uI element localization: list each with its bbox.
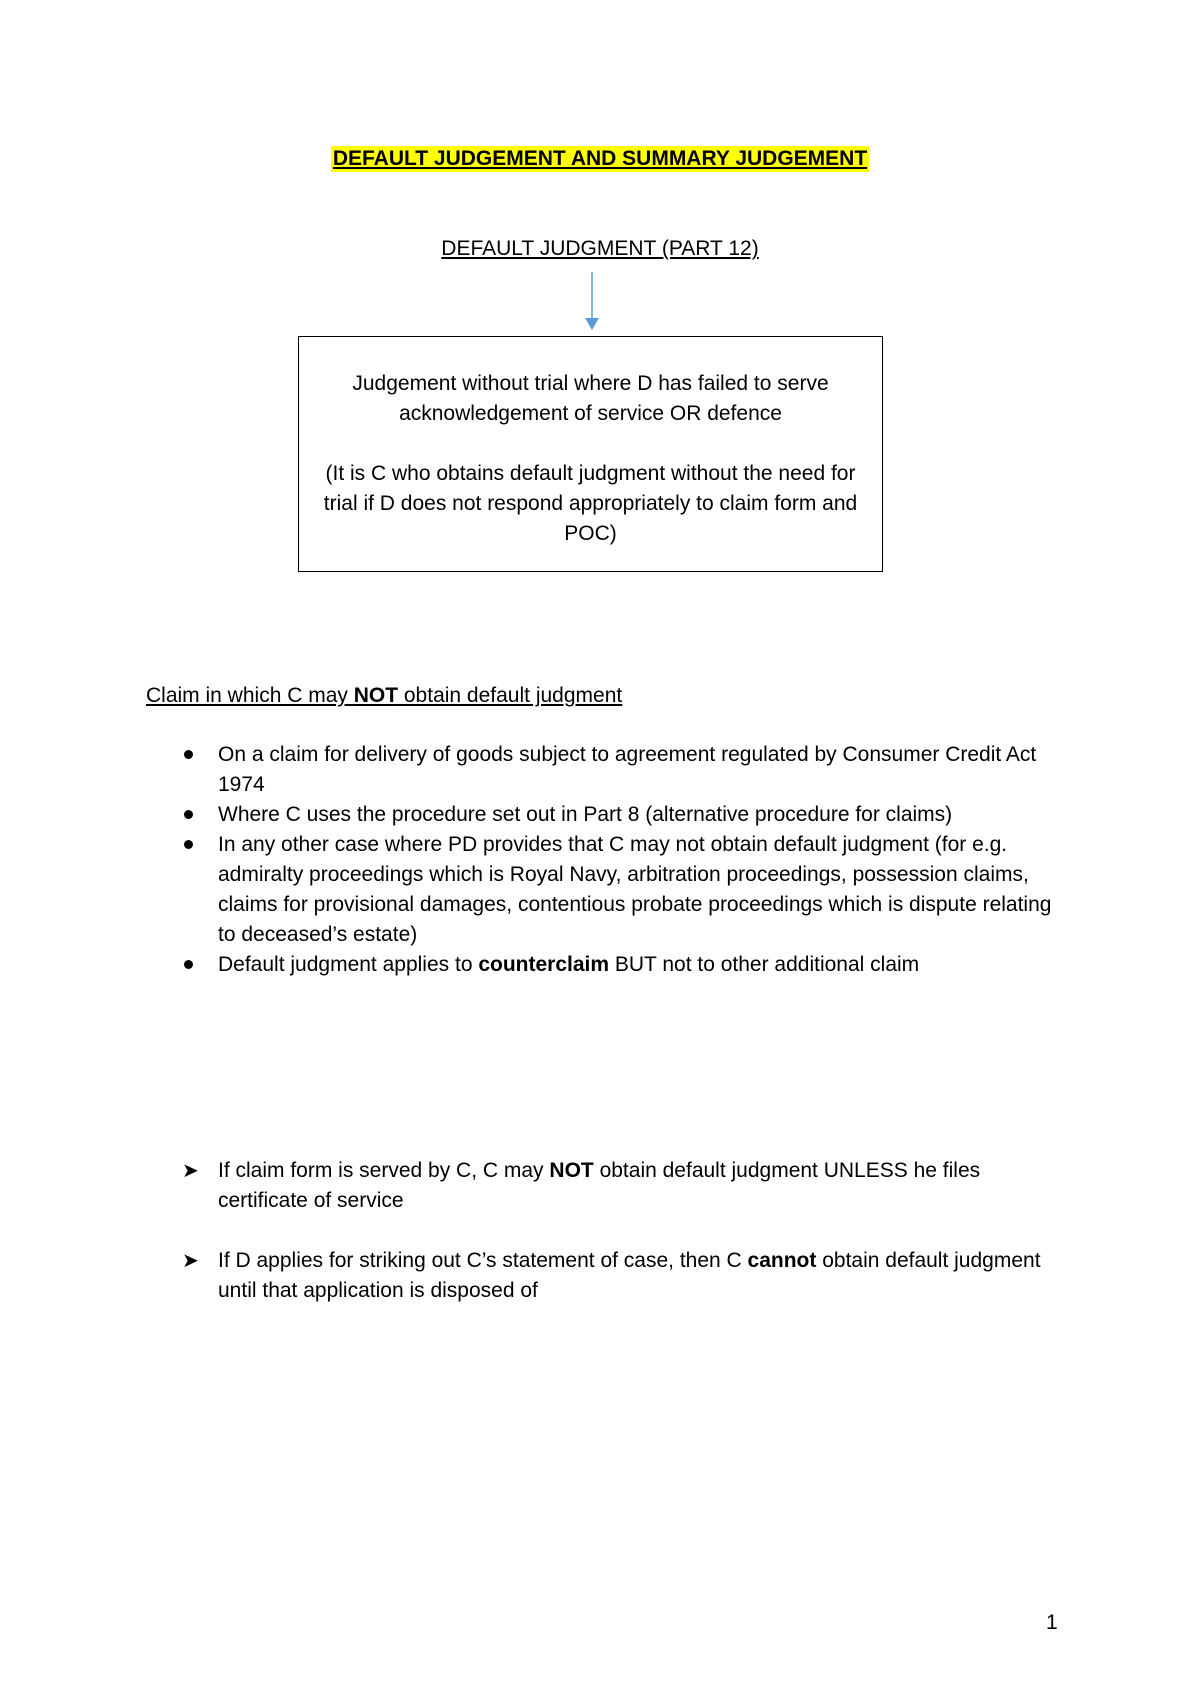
- list-item: Default judgment applies to counterclaim BUT not to other additional claim: [146, 950, 1066, 980]
- arrow-point-list: [146, 1156, 1066, 1336]
- down-arrow-icon: [584, 272, 600, 332]
- section-heading: Claim in which C may NOT obtain default judgment: [146, 684, 623, 707]
- list-item: On a claim for delivery of goods subject to agreement regulated by Consumer Credit Act 1974: [146, 740, 1066, 800]
- heading-emphasis: NOT: [353, 684, 399, 707]
- bullet-icon: [184, 750, 193, 759]
- list-item: In any other case where PD provides that C may not obtain default judgment (for e.g. admiralty proceedings which is Royal Navy, arbitration proceedings, possession claims, claims for provisional damages, contentious probate proceedings which is dispute relating to deceased’s estate): [146, 830, 1066, 950]
- definition-text: Judgement without trial where D has failed to serve acknowledgement of service OR defence: [352, 372, 829, 425]
- bullet-list: [146, 740, 1066, 980]
- bullet-icon: [184, 810, 193, 819]
- definition-box: [298, 336, 883, 572]
- section-subtitle: DEFAULT JUDGMENT (PART 12): [441, 237, 759, 260]
- definition-note: (It is C who obtains default judgment without the need for trial if D does not respond appropriately to claim form and POC): [323, 462, 858, 545]
- list-item: ➤ If D applies for striking out C’s statement of case, then C cannot obtain default judgment until that application is disposed of: [146, 1246, 1066, 1306]
- bullet-icon: [184, 840, 193, 849]
- arrowhead-bullet-icon: ➤: [182, 1250, 199, 1272]
- document-title: DEFAULT JUDGEMENT AND SUMMARY JUDGEMENT: [332, 147, 868, 170]
- arrowhead-bullet-icon: ➤: [182, 1160, 199, 1182]
- list-item: Where C uses the procedure set out in Part 8 (alternative procedure for claims): [146, 800, 1066, 830]
- list-item: ➤ If claim form is served by C, C may NOT obtain default judgment UNLESS he files certificate of service: [146, 1156, 1066, 1216]
- page-number: 1: [1046, 1611, 1058, 1634]
- bullet-icon: [184, 960, 193, 969]
